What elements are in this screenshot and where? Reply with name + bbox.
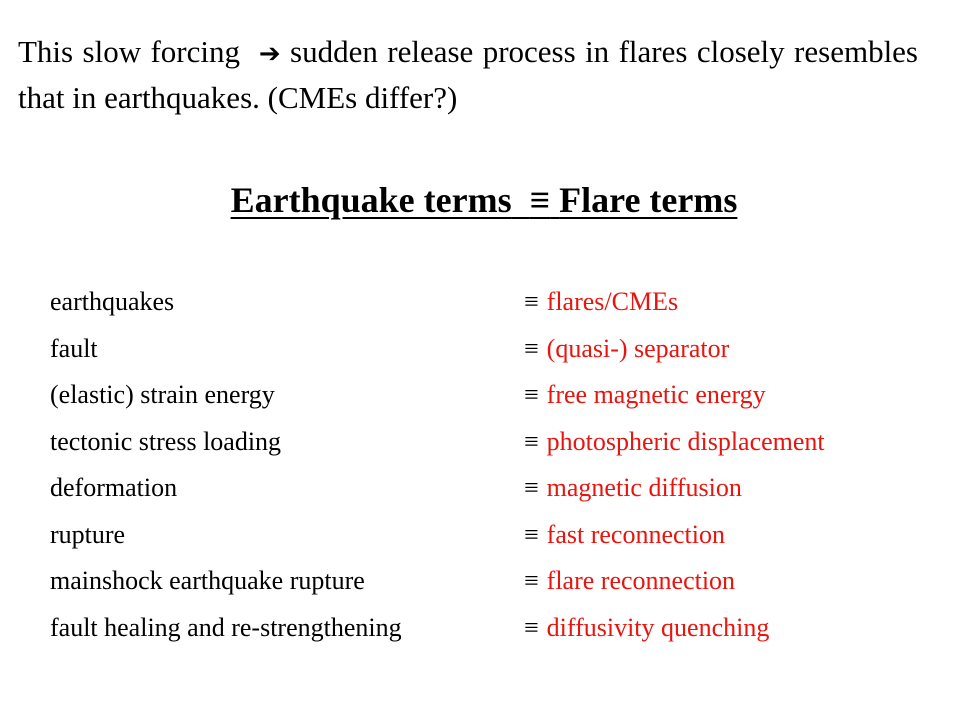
intro-paragraph — [18, 30, 918, 120]
flare-term-cell — [524, 466, 742, 510]
flare-term: free magnetic energy — [546, 380, 766, 409]
flare-term: diffusivity quenching — [546, 612, 770, 642]
page-title — [0, 178, 960, 222]
flare-term-cell — [524, 559, 735, 603]
flare-term: magnetic diffusion — [546, 473, 742, 502]
equivalence-icon: ≡ — [524, 519, 539, 549]
equivalence-icon: ≡ — [524, 612, 539, 642]
equivalence-icon: ≡ — [524, 566, 539, 595]
earthquake-term: tectonic stress loading — [50, 426, 282, 456]
flare-term: photospheric displacement — [546, 426, 825, 456]
flare-term: flares/CMEs — [546, 287, 679, 316]
earthquake-term: mainshock earthquake rupture — [50, 566, 365, 595]
equivalence-icon: ≡ — [524, 380, 539, 409]
intro-text-part2: sudden release process in flares closely resembles that in earthquakes. (CMEs differ?) — [18, 34, 918, 115]
title-left: Earthquake terms — [230, 180, 512, 220]
flare-term: (quasi-) separator — [546, 333, 730, 363]
earthquake-term: fault — [50, 333, 98, 363]
right-arrow-icon: ➔ — [258, 39, 281, 69]
equivalence-icon: ≡ — [524, 426, 539, 456]
intro-text-part1: This slow forcing — [18, 34, 241, 69]
flare-term-cell — [524, 327, 729, 371]
flare-term-cell — [524, 606, 769, 650]
title-right: Flare terms — [559, 180, 738, 220]
equivalence-icon: ≡ — [524, 473, 539, 502]
earthquake-term: (elastic) strain energy — [50, 380, 275, 409]
flare-term: flare reconnection — [546, 566, 736, 595]
earthquake-term: deformation — [50, 473, 178, 502]
equivalence-icon: ≡ — [524, 333, 539, 363]
flare-term-cell — [524, 513, 725, 557]
earthquake-term: rupture — [50, 519, 126, 549]
earthquake-term: earthquakes — [50, 287, 175, 316]
flare-term-cell — [524, 373, 766, 417]
equivalence-icon: ≡ — [529, 180, 551, 220]
flare-term: fast reconnection — [546, 519, 725, 549]
flare-term-cell — [524, 280, 678, 324]
flare-term-cell — [524, 420, 825, 464]
earthquake-term: fault healing and re-strengthening — [50, 612, 402, 642]
equivalence-icon: ≡ — [524, 287, 539, 316]
title-underlined — [231, 180, 738, 220]
